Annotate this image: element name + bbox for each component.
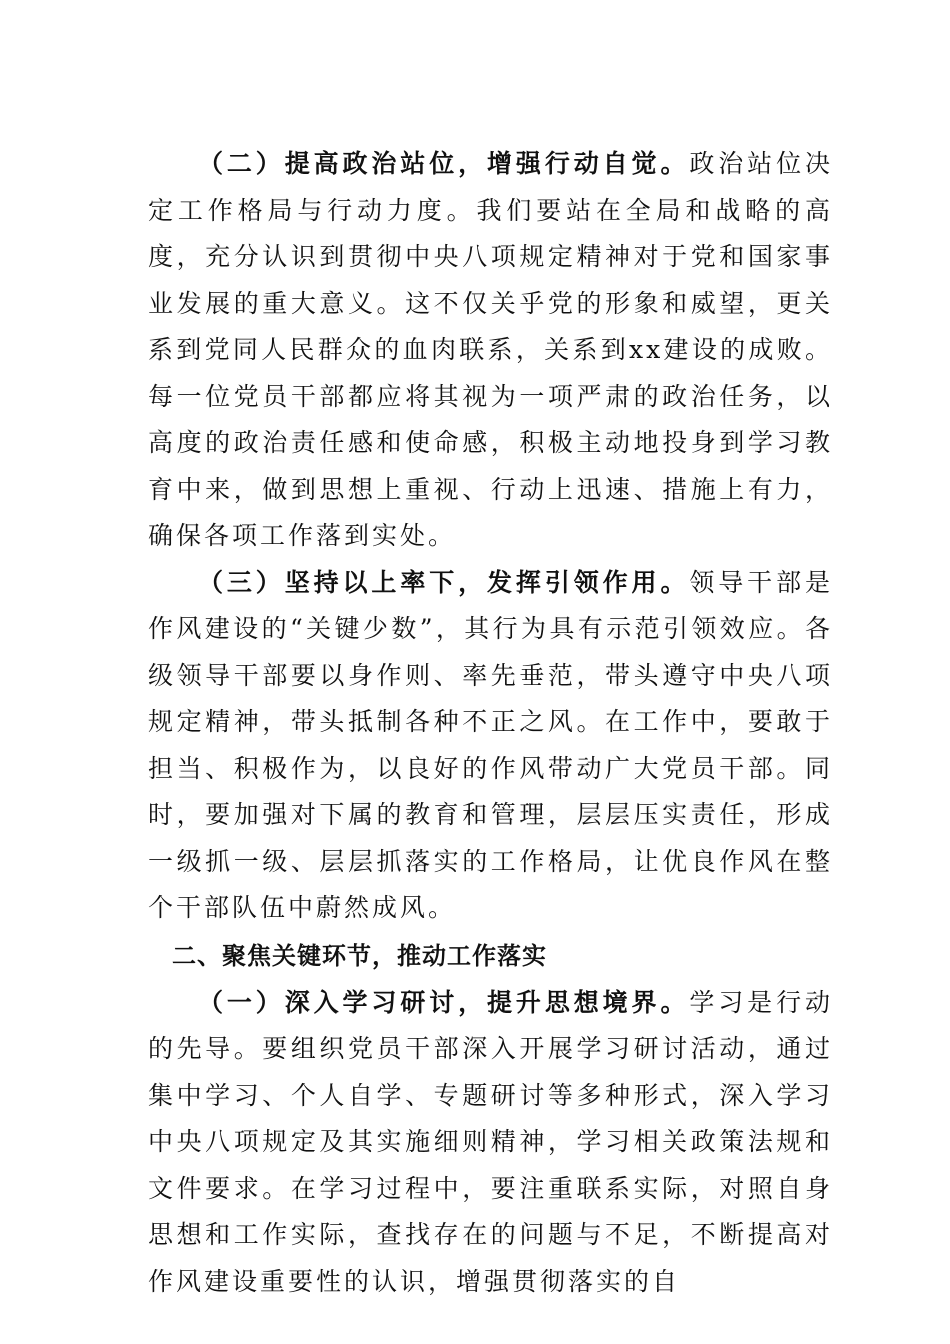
paragraph-body: 学习是行动的先导。要组织党员干部深入开展学习研讨活动，通过集中学习、个人自学、专题研讨等多种形式，深入学习中央八项规定及其实施细则精神，学习相关政策法规和文件要求。在学习过程中，要注重联系实际，对照自身思想和工作实际，查找存在的问题与不足，不断提高对作风建设重要性的认识，增强贯彻落实的自 bbox=[148, 987, 833, 1296]
section-heading: 二、聚焦关键环节，推动工作落实 bbox=[172, 941, 547, 970]
paragraph-body: 政治站位决定工作格局与行动力度。我们要站在全局和战略的高度，充分认识到贯彻中央八项规定精神对于党和国家事业发展的重大意义。这不仅关乎党的形象和威望，更关系到党同人民群众的血肉联系，关系到xx建设的成败。每一位党员干部都应将其视为一项严肃的政治任务，以高度的政治责任感和使命感，积极主动地投身到学习教育中来，做到思想上重视、行动上迅速、措施上有力，确保各项工作落到实处。 bbox=[148, 149, 833, 550]
paragraph-lead-by-example bbox=[148, 560, 833, 932]
paragraph-in-depth-study bbox=[148, 980, 833, 1306]
paragraph-lead: （二）提高政治站位，增强行动自觉。 bbox=[198, 149, 690, 178]
paragraph-lead: （三）坚持以上率下，发挥引领作用。 bbox=[198, 567, 690, 597]
paragraph-body: 领导干部是作风建设的“关键少数”，其行为具有示范引领效应。各级领导干部要以身作则、率先垂范，带头遵守中央八项规定精神，带头抵制各种不正之风。在工作中，要敢于担当、积极作为，以良好的作风带动广大党员干部。同时，要加强对下属的教育和管理，层层压实责任，形成一级抓一级、层层抓落实的工作格局，让优良作风在整个干部队伍中蔚然成风。 bbox=[148, 567, 833, 922]
document-body bbox=[148, 141, 833, 1305]
paragraph-lead: （一）深入学习研讨，提升思想境界。 bbox=[198, 987, 690, 1017]
paragraph-improve-political-standing bbox=[148, 141, 833, 560]
